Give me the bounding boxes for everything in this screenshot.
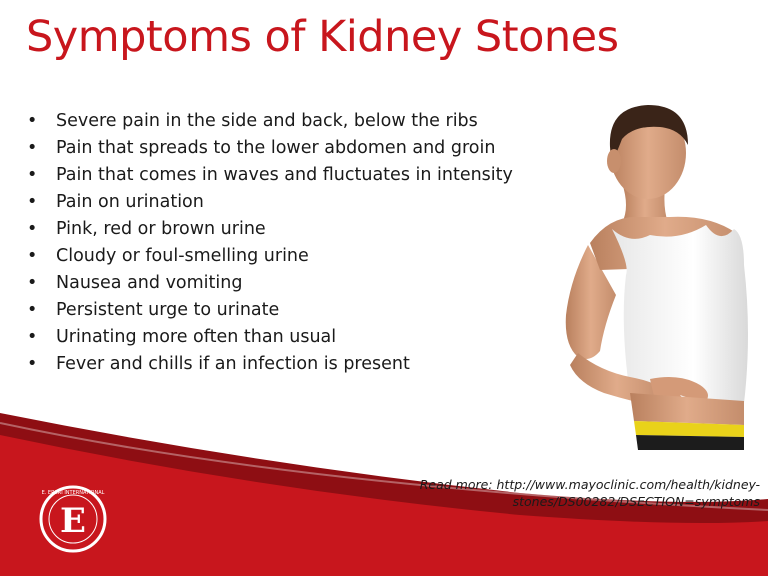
list-item	[24, 272, 534, 294]
list-item-text: Severe pain in the side and back, below the ribs	[56, 111, 478, 131]
company-logo-icon	[38, 484, 108, 554]
bullet-glyph: •	[27, 219, 38, 239]
list-item-text: Pink, red or brown urine	[56, 219, 266, 239]
list-item	[24, 191, 534, 213]
logo-ring-text: E. ERCRI INTERNATIONAL	[41, 490, 105, 496]
symptom-list	[24, 110, 534, 380]
list-item-text: Persistent urge to urinate	[56, 300, 280, 320]
list-item	[24, 299, 534, 321]
list-item-text: Pain that spreads to the lower abdomen and groin	[56, 138, 496, 158]
bullet-glyph: •	[27, 327, 38, 347]
list-item-text: Cloudy or foul-smelling urine	[56, 246, 309, 266]
list-item	[24, 110, 534, 132]
bullet-glyph: •	[27, 246, 38, 266]
bullet-glyph: •	[27, 138, 38, 158]
list-item	[24, 353, 534, 375]
read-more-line-2: stones/DS00282/DSECTION=symptoms	[512, 494, 760, 509]
list-item	[24, 218, 534, 240]
bullet-glyph: •	[27, 192, 38, 212]
list-item-text: Fever and chills if an infection is present	[56, 354, 410, 374]
list-item	[24, 326, 534, 348]
bullet-glyph: •	[27, 111, 38, 131]
list-item	[24, 164, 534, 186]
bullet-glyph: •	[27, 165, 38, 185]
bullet-glyph: •	[27, 273, 38, 293]
logo-letter: E	[60, 501, 86, 541]
list-item-text: Pain that comes in waves and fluctuates in intensity	[56, 165, 513, 185]
list-item-text: Nausea and vomiting	[56, 273, 243, 293]
read-more-note	[340, 476, 760, 510]
list-item	[24, 245, 534, 267]
slide-title: Symptoms of Kidney Stones	[26, 12, 619, 62]
bullet-glyph: •	[27, 354, 38, 374]
list-item	[24, 137, 534, 159]
list-item-text: Urinating more often than usual	[56, 327, 337, 347]
list-item-text: Pain on urination	[56, 192, 204, 212]
read-more-line-1: Read more: http://www.mayoclinic.com/health/kidney-	[419, 477, 760, 492]
bullet-glyph: •	[27, 300, 38, 320]
